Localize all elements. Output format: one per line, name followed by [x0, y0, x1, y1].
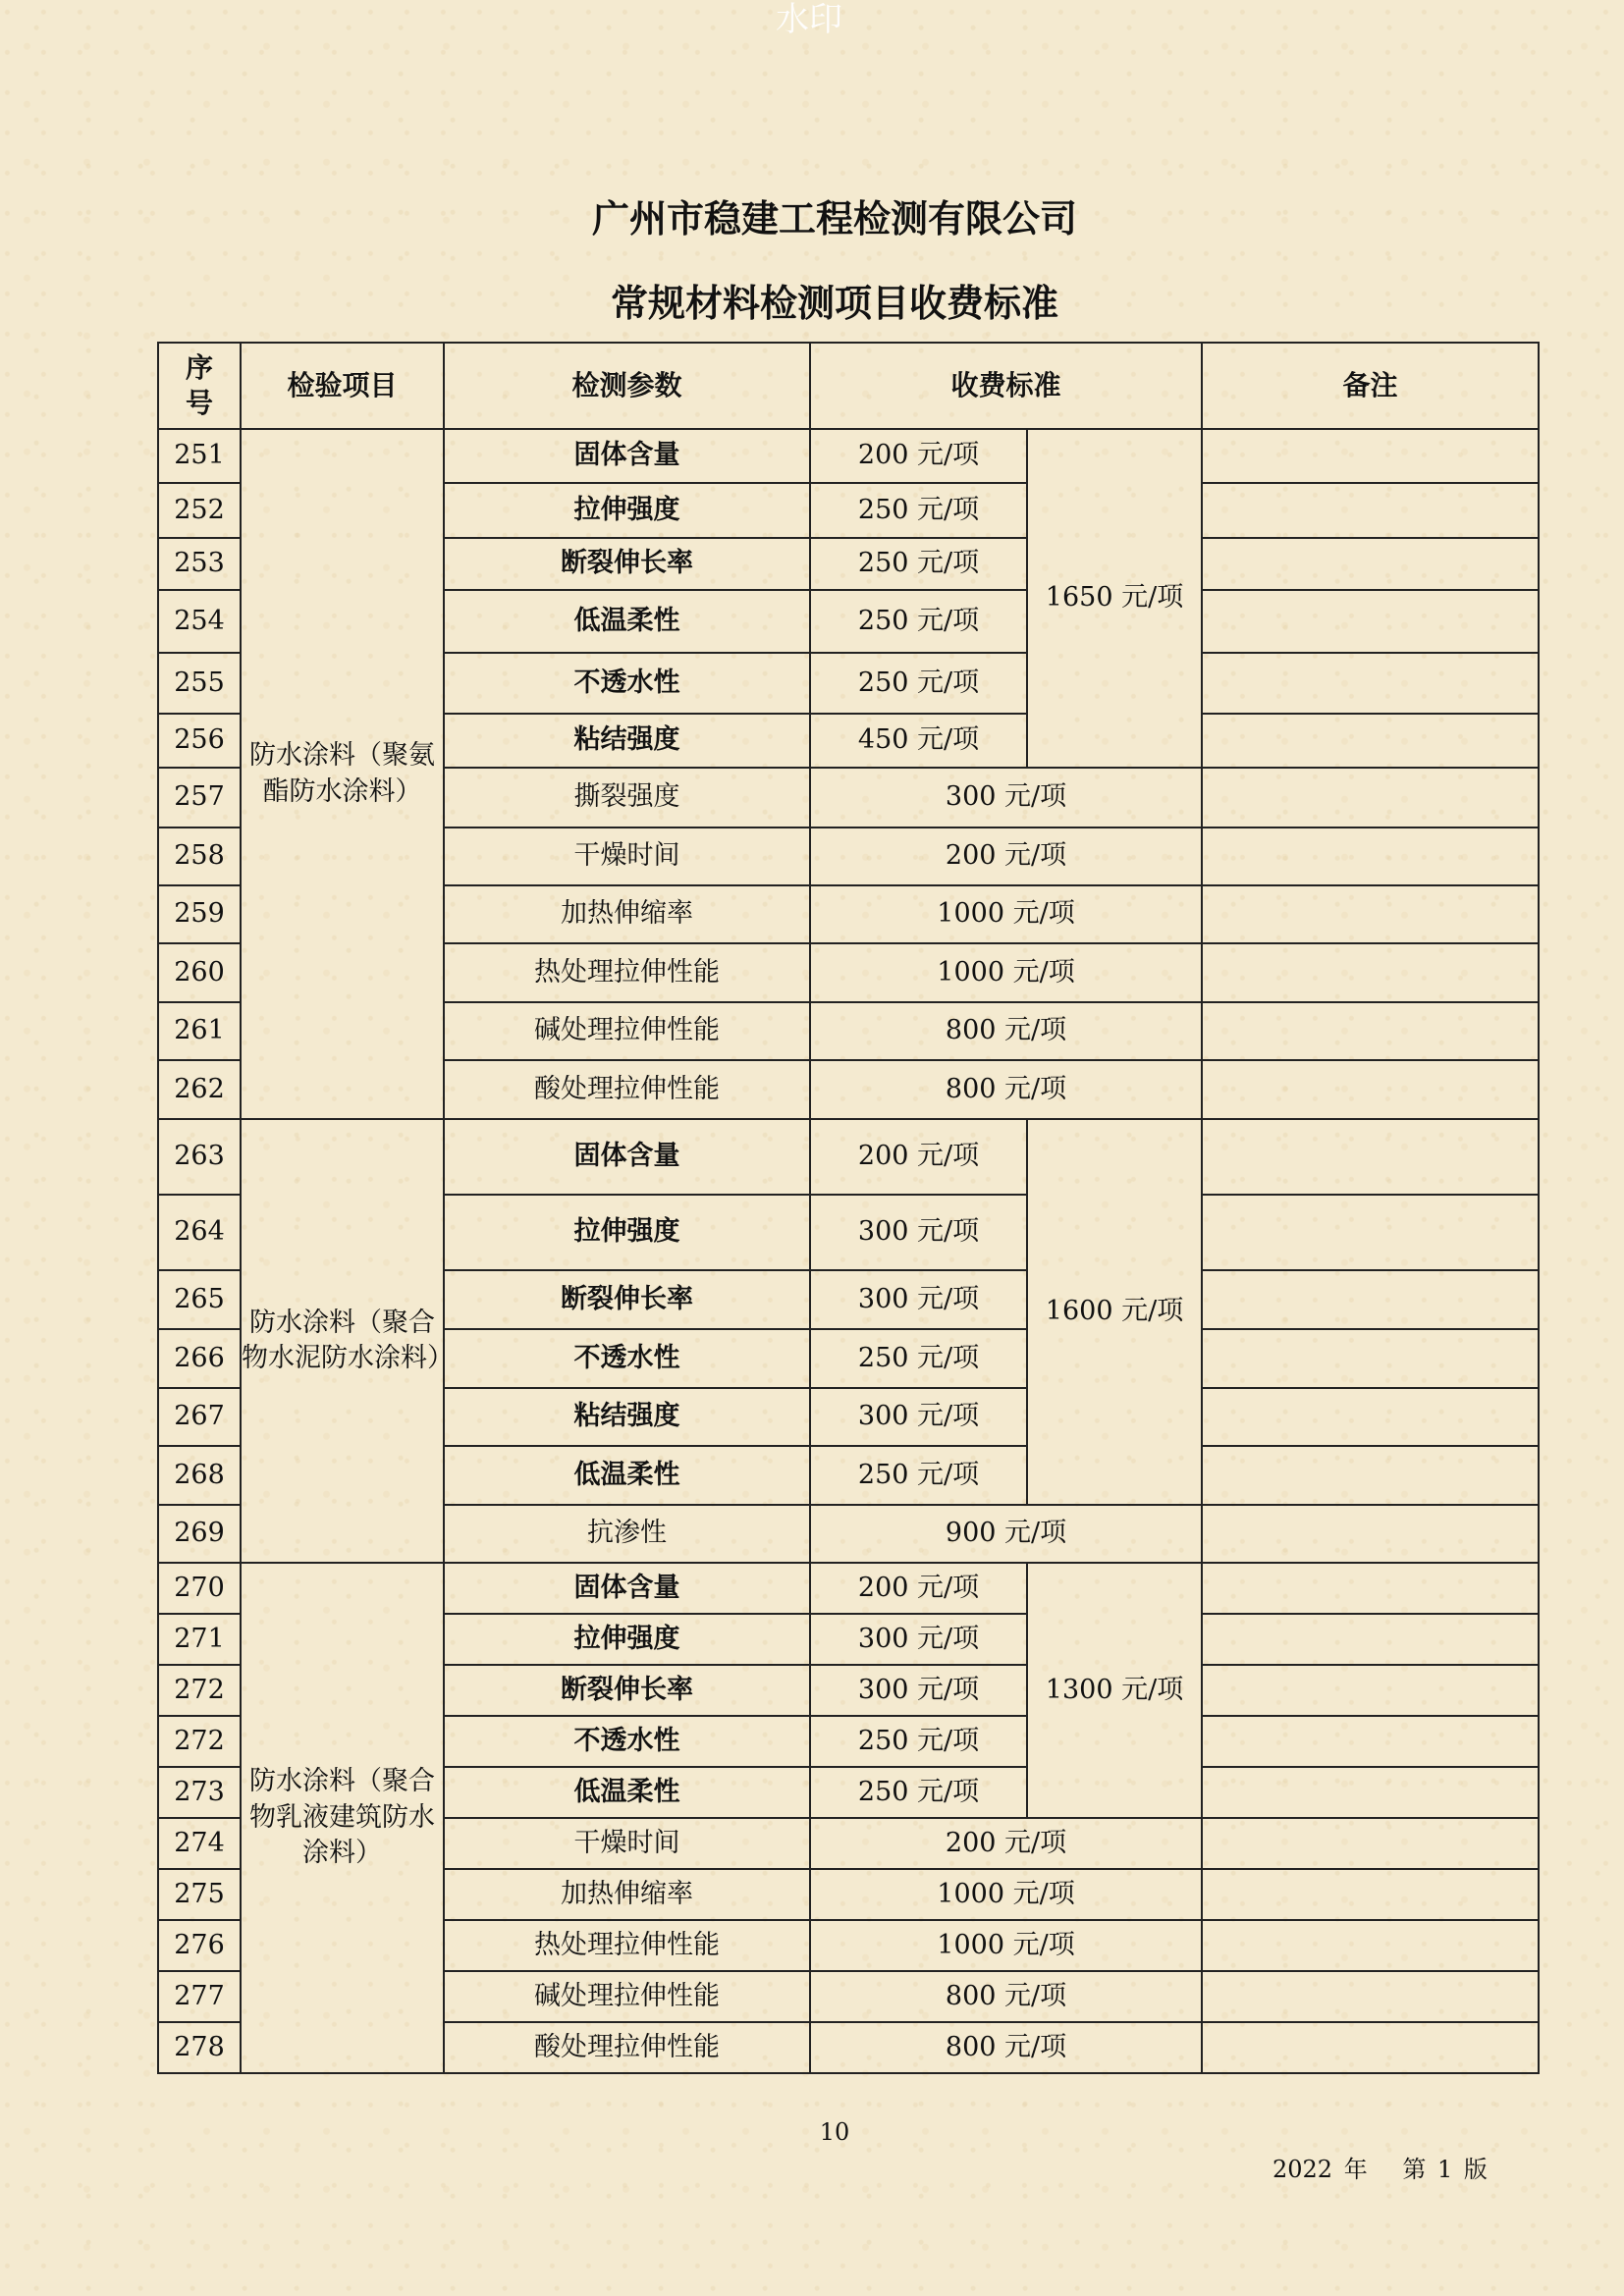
fee-cell: 250 元/项	[810, 1716, 1027, 1767]
param-cell: 抗渗性	[444, 1505, 810, 1563]
remark-cell	[1202, 1971, 1539, 2022]
param-cell: 酸处理拉伸性能	[444, 2022, 810, 2073]
fee-cell: 1000 元/项	[810, 943, 1202, 1002]
document-subtitle: 常规材料检测项目收费标准	[610, 282, 1058, 325]
page-number: 10	[819, 2118, 850, 2146]
fee-cell: 1000 元/项	[810, 1920, 1202, 1971]
seq-cell: 261	[158, 1002, 241, 1060]
fee-cell: 250 元/项	[810, 1329, 1027, 1388]
remark-cell	[1202, 768, 1539, 828]
remark-cell	[1202, 1665, 1539, 1716]
remark-cell	[1202, 1869, 1539, 1920]
seq-cell: 255	[158, 653, 241, 714]
seq-cell: 271	[158, 1614, 241, 1665]
table-header-row	[158, 343, 1539, 429]
remark-cell	[1202, 1195, 1539, 1270]
fee-cell: 800 元/项	[810, 1060, 1202, 1119]
column-header-fee: 收费标准	[810, 343, 1202, 429]
remark-cell	[1202, 1563, 1539, 1614]
seq-cell: 274	[158, 1818, 241, 1869]
fee-cell: 800 元/项	[810, 1971, 1202, 2022]
param-cell: 拉伸强度	[444, 1195, 810, 1270]
param-cell: 不透水性	[444, 1329, 810, 1388]
fee-cell: 200 元/项	[810, 828, 1202, 885]
seq-cell: 258	[158, 828, 241, 885]
fee-cell: 200 元/项	[810, 1818, 1202, 1869]
seq-cell: 252	[158, 483, 241, 538]
param-cell: 固体含量	[444, 1119, 810, 1195]
fee-cell: 250 元/项	[810, 538, 1027, 590]
remark-cell	[1202, 1270, 1539, 1329]
fee-cell: 250 元/项	[810, 483, 1027, 538]
seq-cell: 253	[158, 538, 241, 590]
fee-cell: 200 元/项	[810, 1119, 1027, 1195]
table-row	[158, 1563, 1539, 1614]
table-row	[158, 429, 1539, 483]
param-cell: 撕裂强度	[444, 768, 810, 828]
fee-cell: 200 元/项	[810, 429, 1027, 483]
param-cell: 加热伸缩率	[444, 1869, 810, 1920]
combined-fee-cell: 1600 元/项	[1027, 1119, 1202, 1505]
seq-cell: 266	[158, 1329, 241, 1388]
seq-cell: 275	[158, 1869, 241, 1920]
param-cell: 低温柔性	[444, 590, 810, 653]
param-cell: 固体含量	[444, 429, 810, 483]
watermark: 水印	[776, 0, 842, 39]
seq-cell: 278	[158, 2022, 241, 2073]
remark-cell	[1202, 590, 1539, 653]
param-cell: 加热伸缩率	[444, 885, 810, 943]
fee-cell: 1000 元/项	[810, 885, 1202, 943]
remark-cell	[1202, 1818, 1539, 1869]
version-label: 2022 年 第 1 版	[1272, 2156, 1488, 2183]
seq-cell: 256	[158, 714, 241, 768]
param-cell: 碱处理拉伸性能	[444, 1002, 810, 1060]
seq-cell: 257	[158, 768, 241, 828]
combined-fee-cell: 1650 元/项	[1027, 429, 1202, 768]
remark-cell	[1202, 1446, 1539, 1505]
seq-cell: 272	[158, 1716, 241, 1767]
remark-cell	[1202, 1329, 1539, 1388]
fee-cell: 300 元/项	[810, 768, 1202, 828]
seq-cell: 268	[158, 1446, 241, 1505]
company-title: 广州市稳建工程检测有限公司	[591, 197, 1077, 240]
remark-cell	[1202, 1002, 1539, 1060]
param-cell: 拉伸强度	[444, 1614, 810, 1665]
param-cell: 固体含量	[444, 1563, 810, 1614]
remark-cell	[1202, 1505, 1539, 1563]
fee-cell: 900 元/项	[810, 1505, 1202, 1563]
seq-cell: 269	[158, 1505, 241, 1563]
remark-cell	[1202, 1060, 1539, 1119]
fee-cell: 800 元/项	[810, 1002, 1202, 1060]
fee-cell: 250 元/项	[810, 1446, 1027, 1505]
fee-cell: 300 元/项	[810, 1665, 1027, 1716]
column-header-seq: 序号	[158, 343, 241, 429]
remark-cell	[1202, 828, 1539, 885]
remark-cell	[1202, 483, 1539, 538]
remark-cell	[1202, 2022, 1539, 2073]
fee-cell: 1000 元/项	[810, 1869, 1202, 1920]
seq-cell: 277	[158, 1971, 241, 2022]
table-row	[158, 1119, 1539, 1195]
remark-cell	[1202, 1388, 1539, 1446]
column-header-param: 检测参数	[444, 343, 810, 429]
seq-cell: 262	[158, 1060, 241, 1119]
param-cell: 断裂伸长率	[444, 1270, 810, 1329]
fee-cell: 300 元/项	[810, 1388, 1027, 1446]
remark-cell	[1202, 429, 1539, 483]
item-cell: 防水涂料（聚氨酯防水涂料）	[241, 429, 444, 1119]
fee-cell: 300 元/项	[810, 1270, 1027, 1329]
param-cell: 不透水性	[444, 653, 810, 714]
remark-cell	[1202, 653, 1539, 714]
item-cell: 防水涂料（聚合物乳液建筑防水涂料）	[241, 1563, 444, 2073]
seq-cell: 263	[158, 1119, 241, 1195]
param-cell: 热处理拉伸性能	[444, 943, 810, 1002]
seq-cell: 272	[158, 1665, 241, 1716]
fee-cell: 300 元/项	[810, 1195, 1027, 1270]
param-cell: 低温柔性	[444, 1446, 810, 1505]
fee-cell: 250 元/项	[810, 590, 1027, 653]
seq-cell: 267	[158, 1388, 241, 1446]
param-cell: 碱处理拉伸性能	[444, 1971, 810, 2022]
combined-fee-cell: 1300 元/项	[1027, 1563, 1202, 1818]
param-cell: 粘结强度	[444, 714, 810, 768]
remark-cell	[1202, 1614, 1539, 1665]
param-cell: 断裂伸长率	[444, 1665, 810, 1716]
fee-cell: 800 元/项	[810, 2022, 1202, 2073]
param-cell: 拉伸强度	[444, 483, 810, 538]
param-cell: 低温柔性	[444, 1767, 810, 1818]
seq-cell: 265	[158, 1270, 241, 1329]
seq-cell: 254	[158, 590, 241, 653]
remark-cell	[1202, 714, 1539, 768]
fee-table	[157, 342, 1540, 2074]
remark-cell	[1202, 1119, 1539, 1195]
param-cell: 热处理拉伸性能	[444, 1920, 810, 1971]
remark-cell	[1202, 1920, 1539, 1971]
param-cell: 酸处理拉伸性能	[444, 1060, 810, 1119]
seq-cell: 264	[158, 1195, 241, 1270]
column-header-remark: 备注	[1202, 343, 1539, 429]
param-cell: 断裂伸长率	[444, 538, 810, 590]
seq-cell: 276	[158, 1920, 241, 1971]
fee-cell: 300 元/项	[810, 1614, 1027, 1665]
remark-cell	[1202, 1716, 1539, 1767]
remark-cell	[1202, 1767, 1539, 1818]
fee-cell: 200 元/项	[810, 1563, 1027, 1614]
seq-cell: 259	[158, 885, 241, 943]
seq-cell: 260	[158, 943, 241, 1002]
fee-cell: 450 元/项	[810, 714, 1027, 768]
param-cell: 干燥时间	[444, 1818, 810, 1869]
param-cell: 粘结强度	[444, 1388, 810, 1446]
remark-cell	[1202, 538, 1539, 590]
item-cell: 防水涂料（聚合物水泥防水涂料）	[241, 1119, 444, 1563]
remark-cell	[1202, 885, 1539, 943]
seq-cell: 273	[158, 1767, 241, 1818]
seq-cell: 270	[158, 1563, 241, 1614]
fee-cell: 250 元/项	[810, 653, 1027, 714]
param-cell: 不透水性	[444, 1716, 810, 1767]
fee-cell: 250 元/项	[810, 1767, 1027, 1818]
param-cell: 干燥时间	[444, 828, 810, 885]
column-header-item: 检验项目	[241, 343, 444, 429]
seq-cell: 251	[158, 429, 241, 483]
remark-cell	[1202, 943, 1539, 1002]
